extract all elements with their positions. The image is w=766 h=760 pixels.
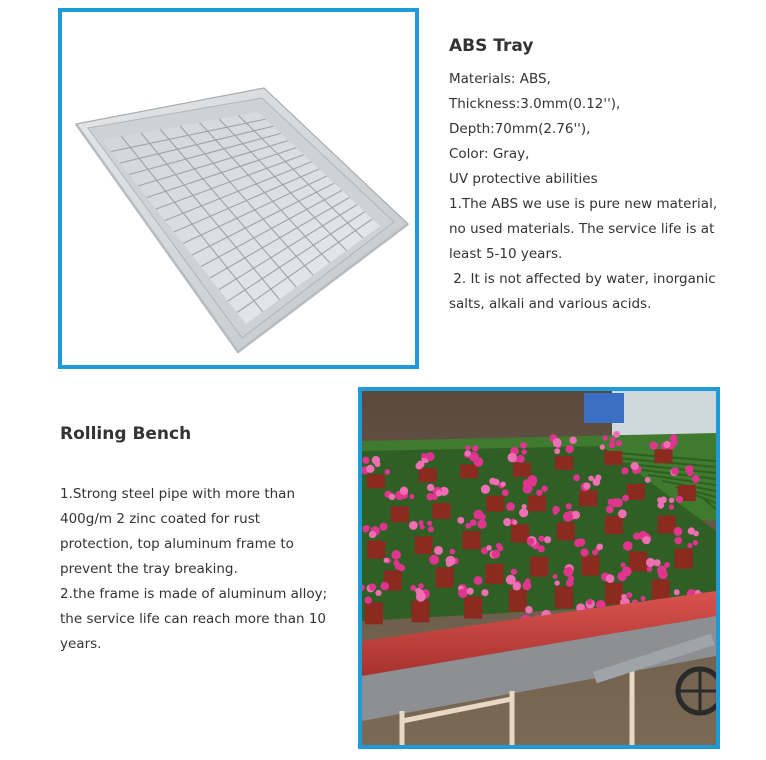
abs-tray-image	[58, 8, 419, 369]
abs-tray-line: Materials: ABS,	[449, 71, 551, 87]
rolling-bench-line: the service life can reach more than 10	[60, 611, 326, 627]
abs-tray-description	[449, 67, 759, 317]
abs-tray-line: Color: Gray,	[449, 146, 530, 162]
abs-tray-line: salts, alkali and various acids.	[449, 296, 652, 312]
rolling-bench-line: 2.the frame is made of aluminum alloy;	[60, 586, 328, 602]
rolling-bench-description	[60, 482, 350, 657]
rolling-bench-line: years.	[60, 636, 102, 652]
rolling-bench-illustration	[362, 391, 716, 745]
rolling-bench-line: 1.Strong steel pipe with more than	[60, 486, 296, 502]
abs-tray-title: ABS Tray	[449, 36, 534, 56]
abs-tray-line: least 5-10 years.	[449, 246, 563, 262]
rolling-bench-line: prevent the tray breaking.	[60, 561, 238, 577]
rolling-bench-line: 400g/m 2 zinc coated for rust	[60, 511, 261, 527]
rolling-bench-line: protection, top aluminum frame to	[60, 536, 294, 552]
abs-tray-illustration	[62, 12, 415, 365]
abs-tray-line: Thickness:3.0mm(0.12''),	[449, 96, 621, 112]
abs-tray-line: UV protective abilities	[449, 171, 598, 187]
rolling-bench-title: Rolling Bench	[60, 424, 192, 444]
abs-tray-line: no used materials. The service life is at	[449, 221, 715, 237]
rolling-bench-image	[358, 387, 720, 749]
abs-tray-line: 2. It is not affected by water, inorganic	[449, 271, 716, 287]
abs-tray-line: 1.The ABS we use is pure new material,	[449, 196, 718, 212]
abs-tray-line: Depth:70mm(2.76''),	[449, 121, 591, 137]
